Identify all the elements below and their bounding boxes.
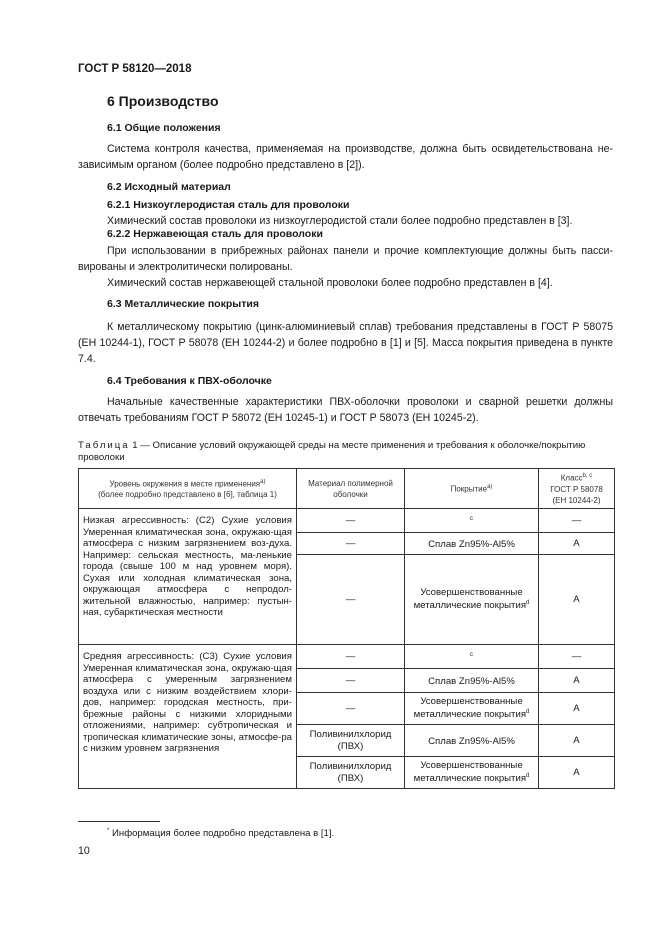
env-description-cell: Низкая агрессивность: (С2) Сухие условия Умеренная климатическая зона, окружаю-щая атмосфера с низким загрязнением воз-духа. Например: сельская местность, ма-ленькие города (свыше 100 м над уровнем моря). Сухая или холодная климатическая зона, окружающая атмосфера с непродол-жительной влажностью, например: пустын-ная, субарктическая местности [79,509,297,645]
footnote: * Информация более подробно представлена в [1]. [107,828,335,840]
table-header-row [79,469,615,509]
table-body [79,509,615,789]
class-cell: А [539,533,615,555]
coating-cell: Сплав Zn95%-Al5% [405,669,539,693]
class-cell: — [539,509,615,533]
coating-cell: Усовершенствованные металлические покрытия$^d$ [405,693,539,725]
page-number: 10 [78,845,90,857]
class-cell: А [539,669,615,693]
material-cell: — [297,533,405,555]
header-material: Материал полимерной оболочки [297,469,405,509]
section-6-3-text: К металлическому покрытию (цинк-алюминиевый сплав) требования представлены в ГОСТ Р 58075 (ЕН 10244-1), ГОСТ Р 58078 (ЕН 10244-2) и более подробно в [1] и [5]. Масса покрытия приведена в пункте 7.4. [78,321,613,365]
section-6-4-title: 6.4 Требования к ПВХ-оболочке [107,375,272,387]
section-6-2-title: 6.2 Исходный материал [107,181,231,193]
header-env: Уровень окружения в месте применения$^{а)}$ (более подробно представлено в [6], таблица 1) [79,469,297,509]
document-header: ГОСТ Р 58120—2018 [78,63,192,75]
header-coating: Покрытие$^{а)}$ [405,469,539,509]
section-6-1-title: 6.1 Общие положения [107,122,221,134]
coating-cell: Сплав Zn95%-Al5% [405,533,539,555]
section-6-2-1-text: Химический состав проволоки из низкоуглеродистой стали более подробно представлен в [3]. [107,215,573,227]
section-6-2-2-text-2: Химический состав нержавеющей стальной проволоки более подробно представлен в [4]. [107,277,553,289]
material-cell: — [297,645,405,669]
section-6-2-1-title: 6.2.1 Низкоуглеродистая сталь для проволоки [107,199,350,211]
material-cell: — [297,693,405,725]
coating-cell: c [405,509,539,533]
environment-table [78,468,615,789]
section-6-2-2-title: 6.2.2 Нержавеющая сталь для проволоки [107,228,323,240]
material-cell: Поливинилхлорид (ПВХ) [297,757,405,789]
class-cell: А [539,757,615,789]
class-cell: А [539,725,615,757]
footnote-divider [78,821,160,822]
class-cell: А [539,693,615,725]
coating-cell: c [405,645,539,669]
class-cell: А [539,555,615,645]
table-caption [78,440,618,464]
material-cell: — [297,509,405,533]
section-6-3-title: 6.3 Металлические покрытия [107,298,259,310]
coating-cell: Усовершенствованные металлические покрытия$^d$ [405,757,539,789]
section-6-4-text: Начальные качественные характеристики ПВХ-оболочки проволоки и сварной решетки должны отвечать требованиям ГОСТ Р 58072 (ЕН 10245-1) и ГОСТ Р 58073 (ЕН 10245-2). [78,396,613,424]
section-6-title: 6 Производство [107,93,219,109]
coating-cell: Усовершенствованные металлические покрытия$^d$ [405,555,539,645]
header-class: Класс$^{b, c}$ ГОСТ Р 58078 (ЕН 10244-2) [539,469,615,509]
table-row [79,509,615,533]
table-row [79,645,615,669]
material-cell: — [297,555,405,645]
env-description-cell: Средняя агрессивность: (С3) Сухие условия Умеренная климатическая зона, окружаю-щая атмосфера с умеренным загрязнением воздуха или с низким воздействием хлори-дов, например: городская местность, при-брежные районы с низкими хлоридными отложениями, например: субтропическая и тропическая климатические зоны, атмосфе-ра с низким уровнем загрязнения [79,645,297,789]
table-caption-label: Таблица [78,440,130,451]
material-cell: Поливинилхлорид (ПВХ) [297,725,405,757]
section-6-1-text: Система контроля качества, применяемая на производстве, должна быть освидетельствована не-зависимым органом (более подробно представлено в [2]). [78,143,613,171]
coating-cell: Сплав Zn95%-Al5% [405,725,539,757]
table-caption-text: 1 — Описание условий окружающей среды на месте применения и требования к оболочке/покрытию проволоки [78,440,586,463]
section-6-2-2-text-1: При использовании в прибрежных районах панели и прочие комплектующие должны быть пасси-вированы и электролитически полированы. [78,245,613,273]
class-cell: — [539,645,615,669]
material-cell: — [297,669,405,693]
